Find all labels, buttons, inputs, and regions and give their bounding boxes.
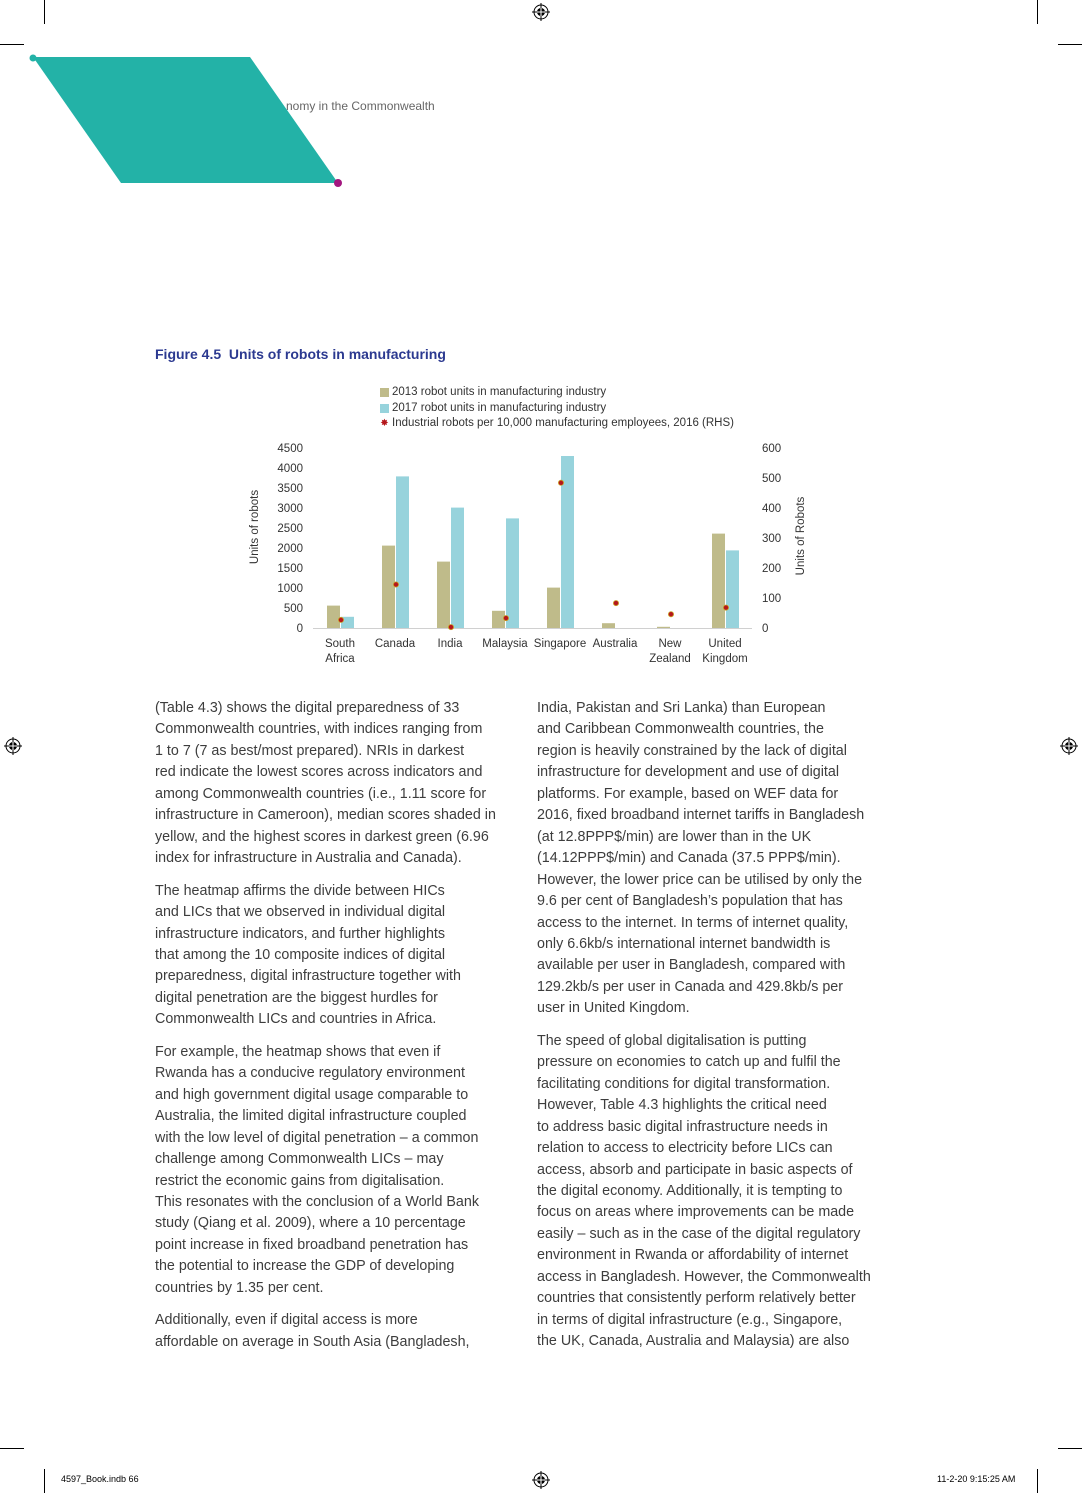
bar-2013 bbox=[712, 534, 725, 628]
y-tick-label: 4500 bbox=[277, 443, 303, 455]
text-line: only 6.6kb/s international internet bandwidth is bbox=[537, 935, 831, 952]
figure-title-text: Units of robots in manufacturing bbox=[228, 346, 446, 362]
body-column-right bbox=[537, 698, 917, 1364]
y2-tick-label: 500 bbox=[762, 473, 782, 485]
text-line: focus on areas where improvements can be made bbox=[537, 1204, 855, 1221]
text-line: countries that consistently perform relatively better bbox=[537, 1290, 856, 1307]
robot-density-marker bbox=[503, 616, 508, 621]
text-line: relation to access to electricity before LICs can bbox=[537, 1140, 833, 1157]
bar-2017 bbox=[506, 518, 519, 628]
text-line: the potential to increase the GDP of developing bbox=[155, 1258, 455, 1275]
text-line: among Commonwealth countries (i.e., 1.11 score for bbox=[155, 785, 487, 802]
x-tick-label: Canada bbox=[374, 638, 416, 650]
footer-timestamp: 11-2-20 9:15:25 AM bbox=[937, 1474, 1016, 1484]
text-line: available per user in Bangladesh, compared with bbox=[537, 957, 846, 974]
text-line: and LICs that we observed in individual digital bbox=[155, 904, 446, 921]
text-line: infrastructure in Cameroon), median scores shaded in bbox=[155, 807, 496, 824]
registration-mark-icon bbox=[532, 1471, 550, 1489]
text-line: This resonates with the conclusion of a World Bank bbox=[155, 1193, 479, 1210]
y-tick-label: 2500 bbox=[277, 523, 303, 535]
robot-density-marker bbox=[393, 582, 398, 587]
text-line: digital penetration are the biggest hurdles for bbox=[155, 989, 438, 1006]
x-tick-label: Kingdom bbox=[702, 653, 748, 665]
text-line: (at 12.8PPP$/min) are lower than in the UK bbox=[537, 828, 812, 845]
figure-label: Figure 4.5 bbox=[155, 346, 222, 362]
registration-mark-icon bbox=[4, 737, 22, 755]
y-tick-label: 1000 bbox=[277, 583, 303, 595]
text-line: 2016, fixed broadband internet tariffs in Bangladesh bbox=[537, 807, 865, 824]
legend-label: 2017 robot units in manufacturing industry bbox=[392, 401, 607, 414]
text-line: challenge among Commonwealth LICs – may bbox=[155, 1151, 444, 1168]
y2-tick-label: 400 bbox=[762, 503, 782, 515]
text-line: preparedness, digital infrastructure together with bbox=[155, 968, 461, 985]
paragraph bbox=[537, 698, 917, 1020]
text-line: platforms. For example, based on WEF data for bbox=[537, 785, 839, 802]
robot-density-marker bbox=[723, 605, 728, 610]
x-tick-label: United bbox=[708, 638, 742, 650]
y-tick-label: 3000 bbox=[277, 503, 303, 515]
text-line: the digital economy. Additionally, it is tempting to bbox=[537, 1182, 843, 1199]
crop-mark bbox=[1037, 1469, 1038, 1493]
x-tick-label: Malaysia bbox=[482, 638, 528, 650]
body-column-left bbox=[155, 698, 535, 1364]
x-tick-label: South bbox=[324, 638, 356, 650]
text-line: Additionally, even if digital access is more bbox=[155, 1312, 418, 1329]
bar-2013 bbox=[492, 611, 505, 628]
robot-density-marker bbox=[613, 601, 618, 606]
footer-file: 4597_Book.indb 66 bbox=[61, 1474, 139, 1484]
paragraph bbox=[155, 698, 535, 870]
text-line: that among the 10 composite indices of digital bbox=[155, 946, 446, 963]
text-line: in terms of digital infrastructure (e.g., Singapore, bbox=[537, 1311, 843, 1328]
paragraph bbox=[155, 881, 535, 1031]
y2-tick-label: 200 bbox=[762, 563, 782, 575]
y-tick-label: 500 bbox=[283, 603, 303, 615]
y-tick-label: 0 bbox=[296, 623, 303, 635]
bar-2013 bbox=[657, 627, 670, 628]
y2-tick-label: 100 bbox=[762, 593, 782, 605]
text-line: easily – such as in the case of the digital regulatory bbox=[537, 1225, 861, 1242]
text-line: (Table 4.3) shows the digital preparedness of 33 bbox=[155, 700, 460, 716]
x-tick-label: India bbox=[437, 638, 463, 650]
paragraph bbox=[155, 1310, 535, 1353]
y-tick-label: 2000 bbox=[277, 543, 303, 555]
text-line: pressure on economies to catch up and fulfil the bbox=[537, 1054, 841, 1071]
legend-marker-icon: ✸ bbox=[380, 418, 389, 429]
y-axis-label: Units of robots bbox=[249, 489, 261, 565]
text-line: environment in Rwanda or affordability of internet bbox=[537, 1247, 849, 1264]
text-line: red indicate the lowest scores across indicators and bbox=[155, 764, 483, 781]
text-line: and Caribbean Commonwealth countries, the bbox=[537, 721, 824, 738]
registration-mark-icon bbox=[1060, 737, 1078, 755]
paragraph bbox=[155, 1042, 535, 1299]
text-line: Commonwealth LICs and countries in Africa. bbox=[155, 1011, 437, 1028]
text-line: Rwanda has a conducive regulatory environment bbox=[155, 1065, 465, 1082]
text-line: user in United Kingdom. bbox=[537, 1000, 690, 1017]
text-line: restrict the economic gains from digitalisation. bbox=[155, 1172, 445, 1189]
text-line: 129.2kb/s per user in Canada and 429.8kb/s per bbox=[537, 978, 844, 995]
bar-2013 bbox=[602, 623, 615, 628]
crop-mark bbox=[44, 1469, 45, 1493]
y-tick-label: 1500 bbox=[277, 563, 303, 575]
robot-density-marker bbox=[558, 480, 563, 485]
x-tick-label: New bbox=[658, 638, 682, 650]
legend-label: 2013 robot units in manufacturing industry bbox=[392, 386, 607, 398]
text-line: India, Pakistan and Sri Lanka) than European bbox=[537, 700, 826, 716]
bar-2017 bbox=[726, 550, 739, 628]
x-tick-label: Singapore bbox=[533, 638, 587, 650]
bar-2013 bbox=[382, 546, 395, 628]
text-line: to address basic digital infrastructure needs in bbox=[537, 1118, 828, 1135]
y-tick-label: 3500 bbox=[277, 483, 303, 495]
text-line: access to the internet. In terms of internet quality, bbox=[537, 914, 849, 931]
text-line: The speed of global digitalisation is putting bbox=[537, 1032, 807, 1049]
bar-2017 bbox=[451, 508, 464, 628]
text-line: However, Table 4.3 highlights the critical need bbox=[537, 1097, 827, 1114]
text-line: However, the lower price can be utilised by only the bbox=[537, 871, 863, 888]
text-line: yellow, and the highest scores in darkest green (6.96 bbox=[155, 828, 489, 845]
bar-2013 bbox=[437, 562, 450, 628]
text-line: and high government digital usage comparable to bbox=[155, 1086, 469, 1103]
text-line: Australia, the limited digital infrastructure coupled bbox=[155, 1108, 467, 1125]
text-line: index for infrastructure in Australia and Canada). bbox=[155, 850, 462, 867]
bar-2013 bbox=[327, 606, 340, 628]
text-line: infrastructure for development and use of digital bbox=[537, 764, 839, 781]
text-line: (14.12PPP$/min) and Canada (37.5 PPP$/min). bbox=[537, 850, 841, 867]
bar-2017 bbox=[396, 476, 409, 628]
robots-chart bbox=[0, 0, 1082, 700]
y2-tick-label: 600 bbox=[762, 443, 782, 455]
running-header: nomy in the Commonwealth bbox=[286, 99, 435, 113]
text-line: countries by 1.35 per cent. bbox=[155, 1279, 324, 1296]
text-line: Commonwealth countries, with indices ranging from bbox=[155, 721, 483, 738]
text-line: access, absorb and participate in basic aspects of bbox=[537, 1161, 853, 1178]
x-tick-label: Australia bbox=[592, 638, 638, 650]
crop-mark bbox=[0, 1448, 24, 1449]
crop-mark bbox=[1058, 1448, 1082, 1449]
y2-axis-label: Units of Robots bbox=[795, 496, 807, 576]
text-line: point increase in fixed broadband penetration has bbox=[155, 1236, 469, 1253]
legend-label: Industrial robots per 10,000 manufacturing employees, 2016 (RHS) bbox=[392, 417, 734, 429]
y2-tick-label: 300 bbox=[762, 533, 782, 545]
text-line: 9.6 per cent of Bangladesh’s population that has bbox=[537, 893, 843, 910]
y-tick-label: 4000 bbox=[277, 463, 303, 475]
robot-density-marker bbox=[668, 612, 673, 617]
text-line: affordable on average in South Asia (Bangladesh, bbox=[155, 1333, 470, 1350]
robot-density-marker bbox=[448, 625, 453, 630]
text-line: facilitating conditions for digital transformation. bbox=[537, 1075, 831, 1092]
paragraph bbox=[537, 1031, 917, 1353]
text-line: 1 to 7 (7 as best/most prepared). NRIs in darkest bbox=[155, 742, 465, 759]
x-tick-label: Zealand bbox=[649, 653, 691, 665]
x-tick-label: Africa bbox=[325, 653, 355, 665]
text-line: region is heavily constrained by the lack of digital bbox=[537, 742, 847, 759]
text-line: study (Qiang et al. 2009), where a 10 percentage bbox=[155, 1215, 466, 1232]
text-line: with the low level of digital penetration – a common bbox=[155, 1129, 479, 1146]
text-line: For example, the heatmap shows that even if bbox=[155, 1043, 441, 1060]
text-line: The heatmap affirms the divide between HICs bbox=[155, 882, 445, 899]
bar-2013 bbox=[547, 588, 560, 628]
robot-density-marker bbox=[338, 617, 343, 622]
text-line: access in Bangladesh. However, the Commonwealth bbox=[537, 1268, 871, 1285]
text-line: infrastructure indicators, and further highlights bbox=[155, 925, 446, 942]
y2-tick-label: 0 bbox=[762, 623, 769, 635]
text-line: the UK, Canada, Australia and Malaysia) are also bbox=[537, 1333, 850, 1350]
